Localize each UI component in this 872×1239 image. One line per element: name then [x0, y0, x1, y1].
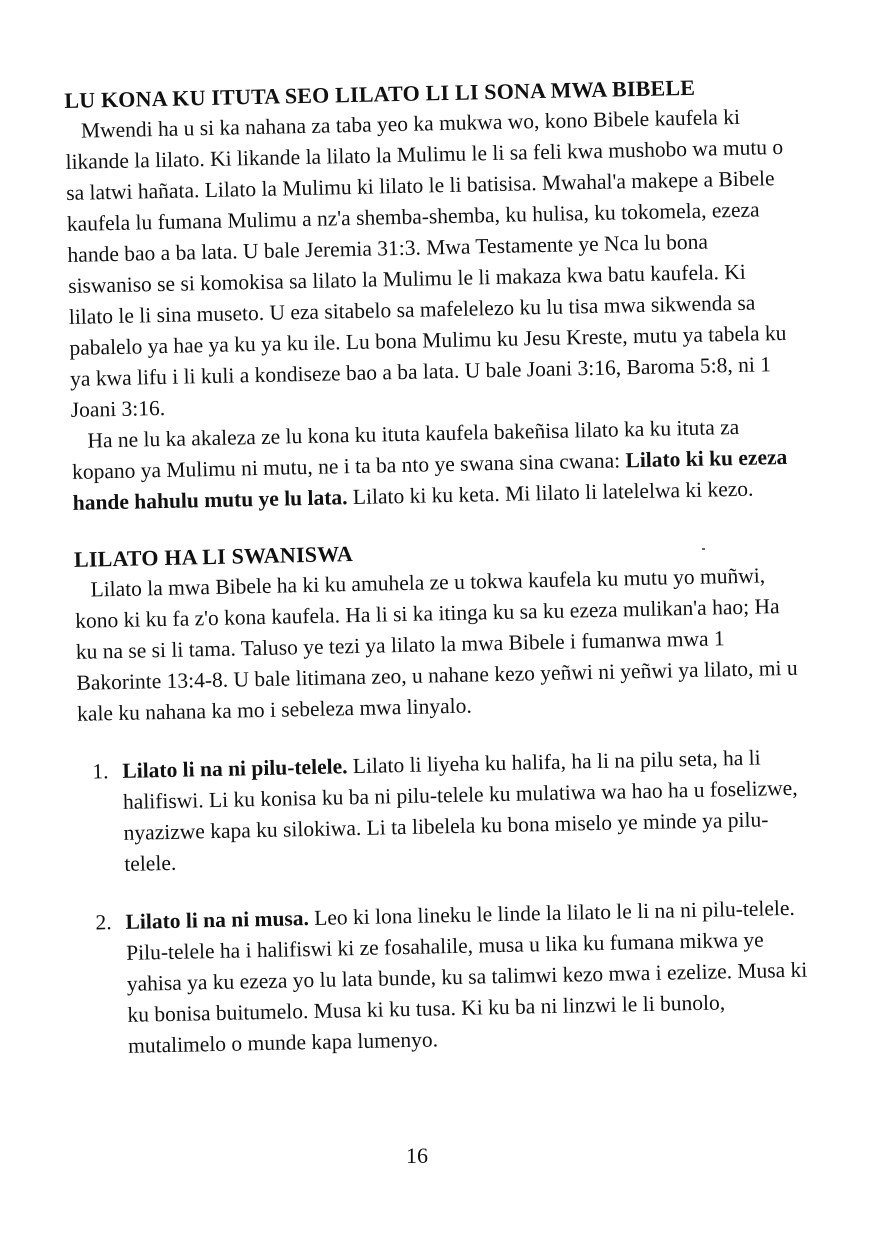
- scan-speck: [702, 548, 705, 550]
- paragraph-intro-text: Ha ne lu ka akaleza ze lu kona ku ituta kaufela bakeñisa lilato ka ku ituta za kopano ya Mulimu ni mutu, ne i ta ba nto ye swana sina cwana:: [71, 414, 740, 484]
- paragraph-love-definition: [71, 411, 799, 519]
- list-item: [92, 742, 806, 881]
- list-item-text: [125, 893, 810, 1062]
- list-item-body: Leo ki lona lineku le linde la lilato le li na ni pilu-telele. Pilu-telele ha i halifiswi ki ze fosahalile, musa u lika ku fumana mikwa ye yahisa ya ku ezeza yo lu lata bunde, ku sa talimwi kezo mwa i ezelize. Musa ki ku bonisa buitumelo. Musa ki ku tusa. Ki ku ba ni linzwi le li bunolo, mutalimelo o munde kapa lumenyo.: [125, 895, 808, 1058]
- list-item-title: Lilato li na ni pilu-telele.: [122, 754, 348, 783]
- list-item-text: [122, 742, 806, 880]
- page-number: 16: [406, 1143, 428, 1168]
- list-item-body: Lilato li liyeha ku halifa, ha li na pilu seta, ha li halifiswi. Li ku konisa ku ba ni pilu-telele ku mulatiwa wa hao ha u foselizwe, nyazizwe kapa ku silokiwa. Li ta libelela ku bona miselo ye minde ya pilu-telele.: [122, 745, 798, 876]
- paragraph-bible-love-story: Mwendi ha u si ka nahana za taba yeo ka mukwa wo, kono Bibele kaufela ki likande la lilato. Ki likande la lilato la Mulimu le li sa feli kwa mushobo wa mutu o sa latwi hañata. Lilato la Mulimu ki lilato le li batisisa. Mwahal'a makepe a Bibele kaufela lu fumana Mulimu a nz'a shemba-shemba, ku hulisa, ku tokomela, ezeza hande bao a ba lata. U bale Jeremia 31:3. Mwa Testamente ye Nca lu bona siswaniso se si komokisa sa lilato la Mulimu le li makaza kwa batu kaufela. Ki lilato le li sina museto. U eza sitabelo sa mafelelezo ku lu tisa mwa sikwenda sa pabalelo ya hae ya ku ya ku ile. Lu bona Mulimu ku Jesu Kreste, mutu ya tabela ku ya kwa lifu i li kuli a kondiseze bao a ba lata. U bale Joani 3:16, Baroma 5:8, ni 1 Joani 3:16.: [65, 104, 787, 422]
- section-heading-learning-love: LU KONA KU ITUTA SEO LILATO LI LI SONA MWA BIBELE: [64, 74, 696, 113]
- page-content: [64, 71, 810, 1063]
- list-item: [95, 893, 810, 1063]
- list-item-number: 2.: [95, 910, 112, 935]
- list-item-title: Lilato li na ni musa.: [125, 906, 310, 934]
- love-definition-bold: Lilato ki ku ezeza hande hahulu mutu ye lu lata.: [72, 444, 788, 515]
- section-heading-love-compared: LILATO HA LI SWANISWA: [73, 541, 354, 572]
- list-item-number: 1.: [92, 759, 109, 784]
- paragraph-biblical-love: Lilato la mwa Bibele ha ki ku amuhela ze u tokwa kaufela ku mutu yo muñwi, kono ki ku fa z'o kona kaufela. Ha li si ka itinga ku sa ku ezeza mulikan'a hao; Ha ku na se si li tama. Taluso ye tezi ya lilato la mwa Bibele i fumanwa mwa 1 Bakorinte 13:4-8. U bale litimana zeo, u nahane kezo yeñwi ni yeñwi ya lilato, mi u kale ku nahana ka mo i sebeleza mwa linyalo.: [74, 563, 798, 726]
- paragraph-rest-text: Lilato ki ku keta. Mi lilato li latelelwa ki kezo.: [347, 476, 754, 510]
